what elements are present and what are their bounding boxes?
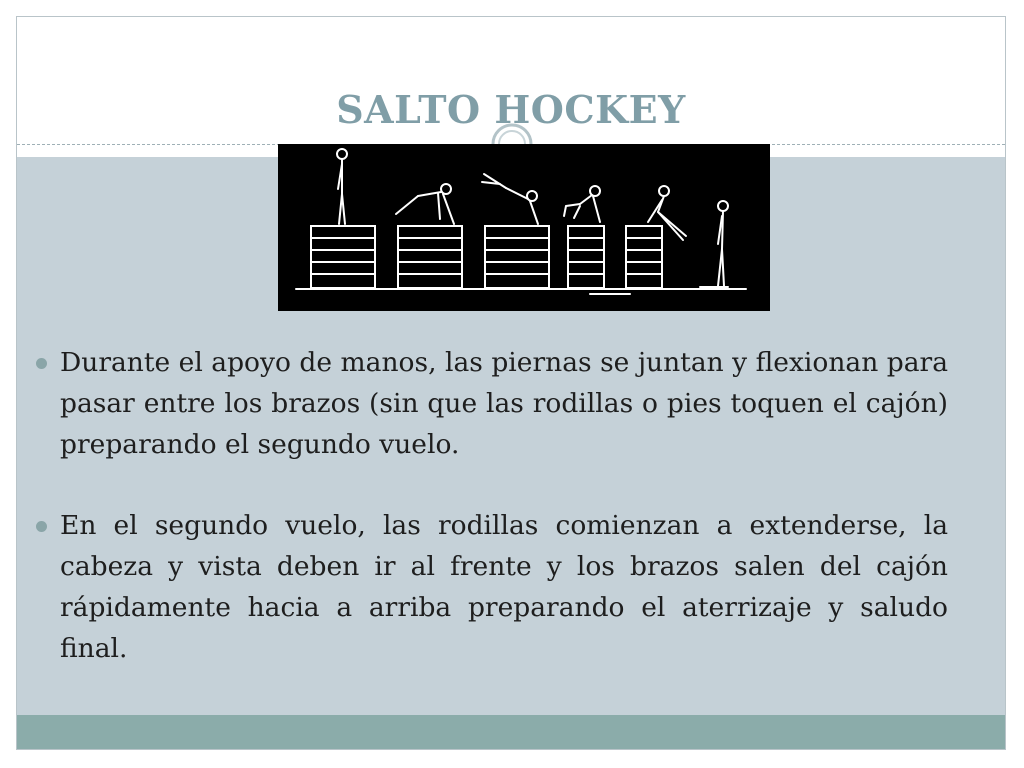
bullet-icon [36,358,47,369]
gymnast-figure [648,186,686,240]
gymnast-figure [396,184,454,224]
bullet-text: Durante el apoyo de manos, las piernas se juntan y flexionan para pasar entre los brazos (sin que las rodillas o pies toquen el cajón) preparando el segundo vuelo. [60,347,948,460]
vaulting-box [626,226,662,288]
bullet-icon [36,521,47,532]
bullet-item [60,505,948,669]
vaulting-box [398,226,462,288]
bullet-item [60,342,948,465]
bullet-text: En el segundo vuelo, las rodillas comienzan a extenderse, la cabeza y vista deben ir al frente y los brazos salen del cajón rápidamente hacia a arriba preparando el aterrizaje y saludo final. [60,510,948,664]
vaulting-box [311,226,375,288]
gymnast-figure [718,201,728,286]
vault-sequence-illustration [278,144,770,311]
vaulting-box [568,226,604,288]
bullet-list [60,342,948,709]
gymnast-figure [564,186,600,222]
slide-footer-band [17,715,1005,750]
gymnast-figure [337,149,347,224]
vaulting-box [485,226,549,288]
gymnast-figure [482,174,538,224]
slide-title: SALTO HOCKEY [336,87,686,132]
vault-sequence-icon [278,144,770,311]
